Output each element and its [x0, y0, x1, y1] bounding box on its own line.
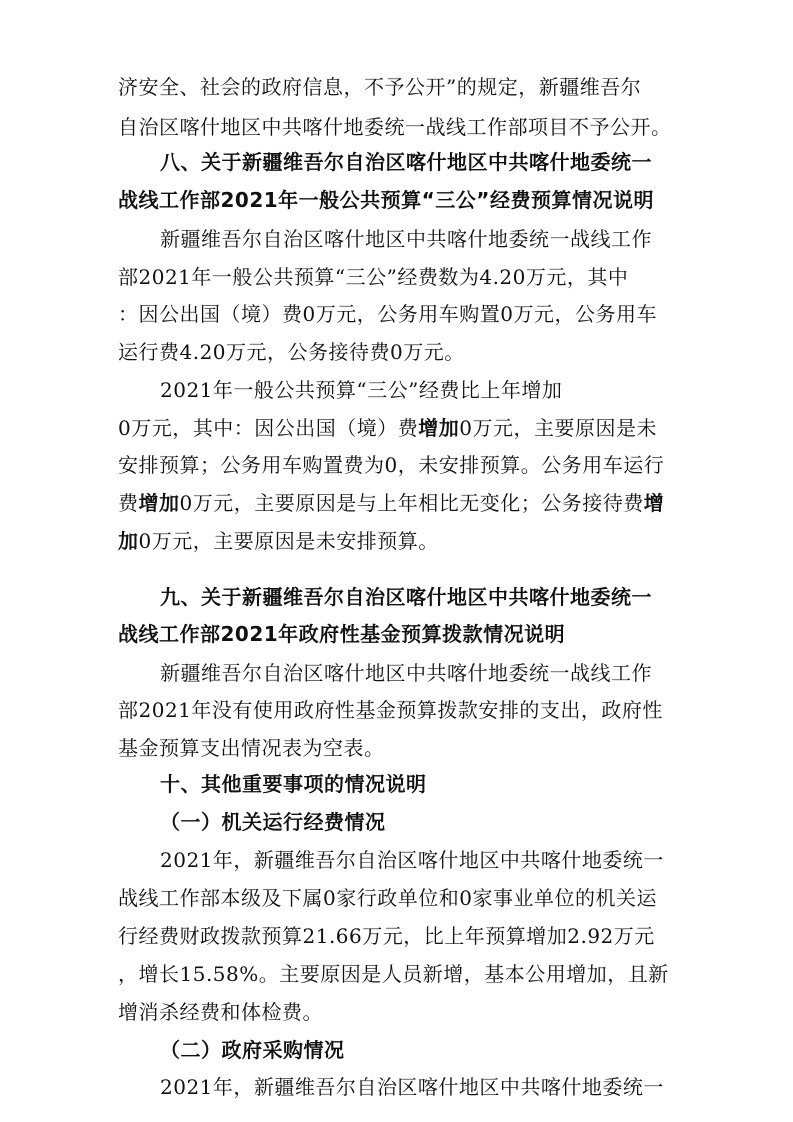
section-heading: 九、关于新疆维吾尔自治区喀什地区中共喀什地委统一	[160, 585, 652, 609]
subsection-heading: （一）机关运行经费情况	[160, 810, 386, 834]
text-span: 0万元，其中：因公出国（境）费	[118, 416, 419, 440]
text-line	[118, 491, 664, 515]
text-line: ，增长15.58%。主要原因是人员新增，基本公用增加，且新	[118, 962, 669, 986]
text-line	[118, 529, 439, 553]
text-line: 安排预算；公务用车购置费为0，未安排预算。公务用车运行	[118, 453, 665, 477]
text-line	[118, 416, 657, 440]
text-line: ：因公出国（境）费0万元，公务用车购置0万元，公务用车	[118, 302, 657, 326]
text-line: 自治区喀什地区中共喀什地委统一战线工作部项目不予公开。	[118, 115, 672, 139]
text-line: 2021年，新疆维吾尔自治区喀什地区中共喀什地委统一	[160, 1075, 664, 1099]
bold-text: 加	[118, 529, 139, 553]
text-line: 新疆维吾尔自治区喀什地区中共喀什地委统一战线工作	[160, 227, 652, 251]
text-line: 基金预算支出情况表为空表。	[118, 736, 385, 760]
text-span: 0万元，主要原因是未安排预算。	[138, 529, 439, 553]
text-span: 费	[118, 491, 139, 515]
text-line: 行经费财政拨款预算21.66万元，比上年预算增加2.92万元	[118, 924, 655, 948]
text-line: 增消杀经费和体检费。	[118, 1000, 323, 1024]
section-heading: 八、关于新疆维吾尔自治区喀什地区中共喀什地委统一	[160, 150, 652, 174]
text-line: 运行费4.20万元，公务接待费0万元。	[118, 340, 465, 364]
text-line: 部2021年没有使用政府性基金预算拨款安排的支出，政府性	[118, 698, 663, 722]
section-heading: 十、其他重要事项的情况说明	[160, 772, 427, 796]
text-line: 2021年一般公共预算“三公”经费比上年增加	[160, 378, 563, 402]
section-heading: 战线工作部2021年政府性基金预算拨款情况说明	[118, 622, 566, 646]
text-line: 济安全、社会的政府信息，不予公开”的规定，新疆维吾尔	[118, 75, 642, 99]
section-heading: 战线工作部2021年一般公共预算“三公”经费预算情况说明	[118, 188, 654, 212]
bold-text: 增	[643, 491, 665, 515]
subsection-heading: （二）政府采购情况	[160, 1038, 345, 1062]
text-line: 战线工作部本级及下属0家行政单位和0家事业单位的机关运	[118, 886, 657, 910]
text-span: 0万元，主要原因是与上年相比无变化；公务接待费	[179, 491, 644, 515]
text-span: 0万元，主要原因是未	[459, 416, 657, 440]
bold-text: 增加	[138, 491, 180, 515]
text-line: 2021年，新疆维吾尔自治区喀什地区中共喀什地委统一	[160, 848, 664, 872]
bold-text: 增加	[418, 416, 460, 440]
text-line: 部2021年一般公共预算“三公”经费数为4.20万元，其中	[118, 265, 629, 289]
text-line: 新疆维吾尔自治区喀什地区中共喀什地委统一战线工作	[160, 661, 652, 685]
